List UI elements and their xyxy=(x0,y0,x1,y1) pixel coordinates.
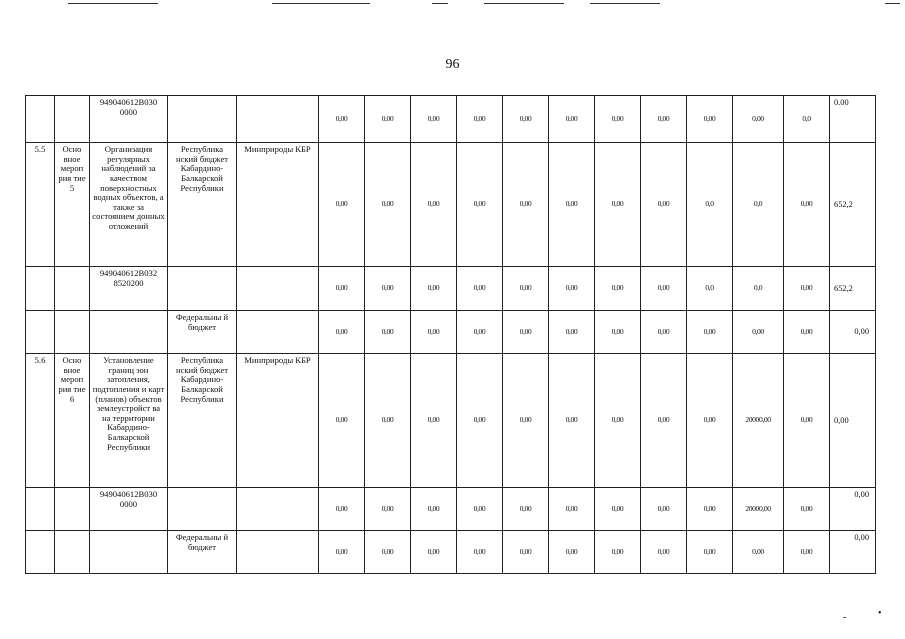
value-cell: 0,00 xyxy=(549,311,595,354)
funding-source-cell: Федеральны й бюджет xyxy=(168,311,237,354)
value-cell: 0,00 xyxy=(319,143,365,267)
value-cell: 0,00 xyxy=(687,488,733,531)
value-cell: 0,00 xyxy=(457,267,503,311)
value-cell: 0,00 xyxy=(641,354,687,488)
executor-cell xyxy=(237,531,319,574)
value-cell: 0,00 xyxy=(641,531,687,574)
value-cell: 0,00 xyxy=(365,267,411,311)
value-cell: 0,00 xyxy=(457,96,503,143)
executor-cell: Минприроды КБР xyxy=(237,354,319,488)
activity-name-cell: 949040612В032 8520200 xyxy=(90,267,168,311)
activity-kind-cell xyxy=(55,96,90,143)
value-cell: 0,00 xyxy=(503,267,549,311)
value-cell: 0,00 xyxy=(687,96,733,143)
value-cell: 0,00 xyxy=(641,267,687,311)
value-cell: 0,00 xyxy=(411,354,457,488)
table-row xyxy=(26,354,876,488)
value-cell: 0,00 xyxy=(411,488,457,531)
value-cell: 0,00 xyxy=(784,488,830,531)
total-cell: 0.00 xyxy=(830,96,876,143)
value-cell: 0,00 xyxy=(549,96,595,143)
value-cell: 0,00 xyxy=(319,354,365,488)
activity-kind-cell xyxy=(55,488,90,531)
value-cell: 0,00 xyxy=(549,354,595,488)
activity-name-cell xyxy=(90,311,168,354)
value-cell: 0,00 xyxy=(595,96,641,143)
table-row xyxy=(26,488,876,531)
funding-source-cell xyxy=(168,267,237,311)
value-cell: 20000,00 xyxy=(733,488,784,531)
total-cell: 0,00 xyxy=(830,488,876,531)
value-cell: 20000,00 xyxy=(733,354,784,488)
value-cell: 0,00 xyxy=(549,143,595,267)
funding-source-cell: Федеральны й бюджет xyxy=(168,531,237,574)
table-row xyxy=(26,531,876,574)
row-number-cell xyxy=(26,96,55,143)
table-row xyxy=(26,311,876,354)
value-cell: 0,0 xyxy=(733,267,784,311)
value-cell: 0,00 xyxy=(503,354,549,488)
table-row xyxy=(26,267,876,311)
executor-cell xyxy=(237,488,319,531)
value-cell: 0,00 xyxy=(319,531,365,574)
value-cell: 0,00 xyxy=(457,531,503,574)
top-scan-line xyxy=(590,3,660,4)
executor-cell xyxy=(237,267,319,311)
value-cell: 0,0 xyxy=(733,143,784,267)
value-cell: 0,00 xyxy=(319,488,365,531)
value-cell: 0,0 xyxy=(784,96,830,143)
value-cell: 0,00 xyxy=(411,96,457,143)
activity-name-cell: Организация регулярных наблюдений за качеством поверхностных водных объектов, а также за состоянием донных отложений xyxy=(90,143,168,267)
value-cell: 0,00 xyxy=(411,267,457,311)
value-cell: 0,00 xyxy=(457,143,503,267)
value-cell: 0,00 xyxy=(411,143,457,267)
value-cell: 0,00 xyxy=(549,267,595,311)
value-cell: 0,00 xyxy=(641,311,687,354)
value-cell: 0,00 xyxy=(319,96,365,143)
total-cell: 0,00 xyxy=(830,531,876,574)
total-cell: 0,00 xyxy=(830,311,876,354)
activity-kind-cell: Осно вное мероп рия тие 6 xyxy=(55,354,90,488)
funding-source-cell xyxy=(168,96,237,143)
value-cell: 0,00 xyxy=(365,354,411,488)
page-number: 96 xyxy=(445,57,460,72)
row-number-cell xyxy=(26,531,55,574)
value-cell: 0,00 xyxy=(687,531,733,574)
row-number-cell xyxy=(26,267,55,311)
row-number-cell: 5.6 xyxy=(26,354,55,488)
value-cell: 0,00 xyxy=(365,311,411,354)
top-scan-line xyxy=(272,3,370,4)
value-cell: 0,00 xyxy=(641,143,687,267)
scan-mark: - xyxy=(843,612,847,623)
value-cell: 0,00 xyxy=(549,488,595,531)
row-number-cell: 5.5 xyxy=(26,143,55,267)
value-cell: 0,00 xyxy=(365,96,411,143)
executor-cell xyxy=(237,96,319,143)
table-row xyxy=(26,143,876,267)
value-cell: 0,00 xyxy=(784,267,830,311)
value-cell: 0,00 xyxy=(595,531,641,574)
executor-cell xyxy=(237,311,319,354)
row-number-cell xyxy=(26,488,55,531)
value-cell: 0,00 xyxy=(784,143,830,267)
value-cell: 0,00 xyxy=(733,96,784,143)
value-cell: 0,00 xyxy=(457,311,503,354)
activity-kind-cell xyxy=(55,267,90,311)
top-scan-line xyxy=(885,3,900,4)
value-cell: 0,00 xyxy=(784,311,830,354)
table-row xyxy=(26,96,876,143)
activity-kind-cell: Осно вное мероп рия тие 5 xyxy=(55,143,90,267)
activity-name-cell: Установление границ зон затопления, подтопления и карт (планов) объектов землеустройст ва на территории Кабардино-Балкарской Республики xyxy=(90,354,168,488)
budget-table xyxy=(25,95,876,574)
top-scan-line xyxy=(68,3,158,4)
value-cell: 0,00 xyxy=(457,488,503,531)
value-cell: 0,00 xyxy=(687,311,733,354)
value-cell: 0,00 xyxy=(687,354,733,488)
total-cell: 0,00 xyxy=(830,354,876,488)
activity-name-cell: 949040612В030 0000 xyxy=(90,488,168,531)
value-cell: 0,0 xyxy=(687,267,733,311)
value-cell: 0,00 xyxy=(365,143,411,267)
value-cell: 0,00 xyxy=(595,267,641,311)
value-cell: 0,00 xyxy=(503,531,549,574)
value-cell: 0,00 xyxy=(595,311,641,354)
value-cell: 0,00 xyxy=(503,143,549,267)
row-number-cell xyxy=(26,311,55,354)
activity-name-cell: 949040612В030 0000 xyxy=(90,96,168,143)
value-cell: 0,00 xyxy=(595,488,641,531)
funding-source-cell: Республика нский бюджет Кабардино-Балкарской Республики xyxy=(168,143,237,267)
activity-kind-cell xyxy=(55,531,90,574)
value-cell: 0,00 xyxy=(411,531,457,574)
value-cell: 0,00 xyxy=(641,488,687,531)
funding-source-cell xyxy=(168,488,237,531)
value-cell: 0,0 xyxy=(687,143,733,267)
value-cell: 0,00 xyxy=(503,96,549,143)
value-cell: 0,00 xyxy=(549,531,595,574)
total-cell: 652,2 xyxy=(830,267,876,311)
value-cell: 0,00 xyxy=(457,354,503,488)
activity-kind-cell xyxy=(55,311,90,354)
value-cell: 0,00 xyxy=(365,531,411,574)
funding-source-cell: Республика нский бюджет Кабардино-Балкарской Республики xyxy=(168,354,237,488)
value-cell: 0,00 xyxy=(319,311,365,354)
executor-cell: Минприроды КБР xyxy=(237,143,319,267)
value-cell: 0,00 xyxy=(365,488,411,531)
top-scan-line xyxy=(432,3,448,4)
value-cell: 0,00 xyxy=(503,311,549,354)
value-cell: 0,00 xyxy=(503,488,549,531)
value-cell: 0,00 xyxy=(784,531,830,574)
total-cell: 652,2 xyxy=(830,143,876,267)
scan-mark: • xyxy=(878,608,882,619)
value-cell: 0,00 xyxy=(319,267,365,311)
value-cell: 0,00 xyxy=(733,311,784,354)
activity-name-cell xyxy=(90,531,168,574)
value-cell: 0,00 xyxy=(411,311,457,354)
value-cell: 0,00 xyxy=(595,143,641,267)
value-cell: 0,00 xyxy=(595,354,641,488)
value-cell: 0,00 xyxy=(641,96,687,143)
value-cell: 0,00 xyxy=(733,531,784,574)
top-scan-line xyxy=(484,3,564,4)
value-cell: 0,00 xyxy=(784,354,830,488)
